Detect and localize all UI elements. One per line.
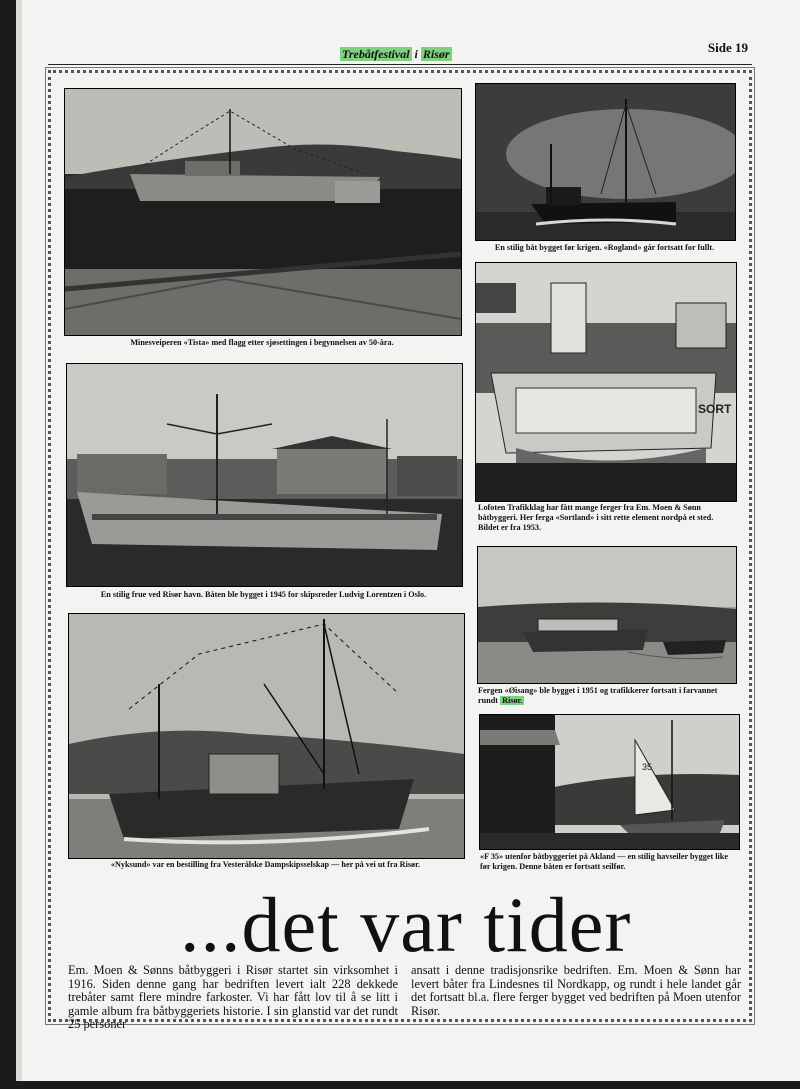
caption-tista: Minesveiperen «Tista» med flagg etter sjøsettingen i begynnelsen av 50-åra. [130,338,394,347]
header-rule [48,64,752,65]
caption-f35: «F 35» utenfor båtbyggeriet på Akland — en stilig havseiler bygget like før krigen. Denne båten er fortsatt seilfør. [480,852,728,871]
photo-fruen [66,363,463,587]
section-title-highlight: Trebåtfestival [342,47,410,61]
page-binding-shadow [16,0,22,1089]
page-binding-edge [0,0,16,1089]
photo-sortland [475,262,737,502]
f35-sail-number: 35 [642,762,653,772]
page-bottom-edge [0,1081,800,1089]
caption-rogland: En stilig båt bygget før krigen. «Rogland» går fortsatt for fullt. [494,243,715,252]
photo-nyksund [68,613,465,859]
caption-fruen: En stilig frue ved Risør havn. Båten ble bygget i 1945 for skipsreder Ludvig Lorentzen i Oslo. [100,590,427,599]
body-column-1: Em. Moen & Sønns båtbyggeri i Risør startet sin virksomhet i 1916. Siden denne gang har bedriften levert ialt 228 dekkede trebåter samt flere mindre farkoster. Vi har fått lov til å se litt i gamle album fra båtbyggeriets historie. I sin glanstid var det rundt 25 personer [68,963,398,1031]
caption-oisang [478,686,736,706]
caption-sortland: Lofoten Trafikklag har fått mange ferger fra Em. Moen & Sønn båtbyggeri. Her ferga «Sortland» i sitt rette element nordpå et sted. Bildet er fra 1953. [478,503,714,532]
photo-oisang [477,546,737,684]
photo-rogland [475,83,736,241]
photo-f35 [479,714,740,850]
section-title-place-highlight: Risør [422,47,450,61]
caption-oisang-text: Fergen «Øisang» ble bygget i 1951 og trafikkerer fortsatt i farvannet rundt [478,686,718,705]
caption-nyksund: «Nyksund» var en bestilling fra Vesterålske Dampskipsselskap — her på vei ut fra Risør. [110,860,421,869]
body-column-2: ansatt i denne tradisjonsrike bedriften. Em. Moen & Sønn har levert båter fra Lindesnes til Nordkapp, og rundt i hele landet går det fortsatt bl.a. flere ferger bygget ved bedriften på Moen utenfor Risør. [411,963,741,1018]
section-header [340,47,452,62]
caption-oisang-place: Risør. [502,696,523,705]
section-title-connector: i [414,47,418,61]
article-headline: ...det var tider [180,881,632,968]
sortland-hull-text: SORT [698,402,732,416]
photo-tista [64,88,462,336]
page-number: Side 19 [707,40,748,55]
